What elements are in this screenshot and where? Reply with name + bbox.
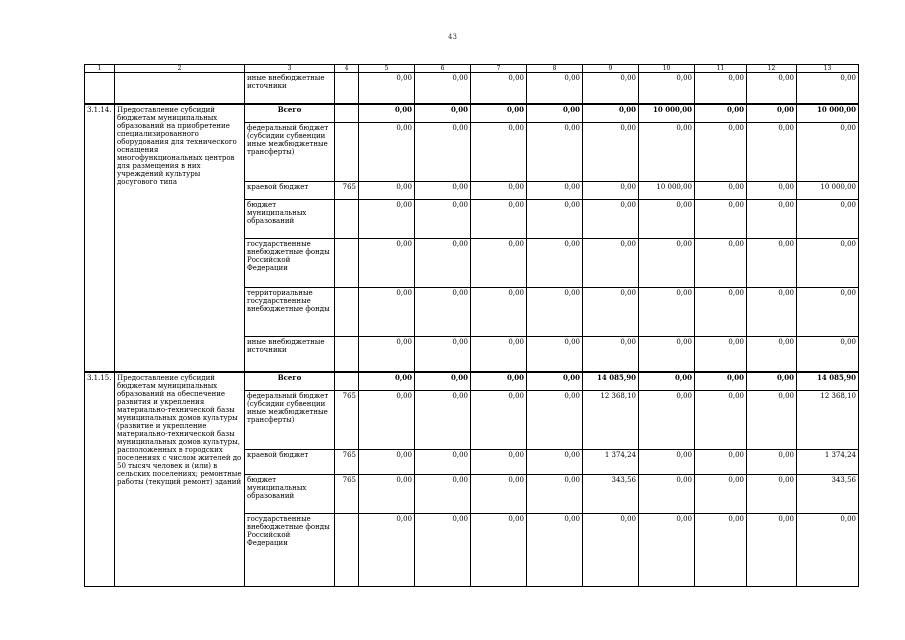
value-cell: 0,00 [639, 372, 695, 391]
value-cell: 0,00 [359, 450, 415, 475]
value-cell: 10 000,00 [639, 104, 695, 123]
column-number-cell: 2 [115, 65, 245, 73]
source-cell: бюджет муниципальных образований [245, 475, 335, 514]
value-cell: 0,00 [359, 337, 415, 373]
column-number-cell: 6 [415, 65, 471, 73]
code-cell: 765 [335, 450, 359, 475]
value-cell: 0,00 [415, 514, 471, 587]
column-number-row [85, 65, 859, 73]
value-cell: 0,00 [695, 200, 747, 239]
code-cell [335, 514, 359, 587]
value-cell: 0,00 [527, 391, 583, 450]
value-cell: 1 374,24 [583, 450, 639, 475]
value-cell: 0,00 [359, 104, 415, 123]
value-cell: 0,00 [639, 475, 695, 514]
table-row [85, 104, 859, 123]
value-cell: 14 085,90 [797, 372, 859, 391]
value-cell: 0,00 [747, 391, 797, 450]
value-cell: 0,00 [527, 450, 583, 475]
value-cell: 10 000,00 [797, 182, 859, 200]
column-number-cell: 7 [471, 65, 527, 73]
value-cell: 0,00 [415, 391, 471, 450]
value-cell: 0,00 [797, 200, 859, 239]
value-cell: 0,00 [527, 200, 583, 239]
column-number-cell: 10 [639, 65, 695, 73]
value-cell: 0,00 [695, 288, 747, 337]
value-cell: 0,00 [415, 288, 471, 337]
value-cell: 0,00 [471, 104, 527, 123]
column-number-cell: 9 [583, 65, 639, 73]
value-cell: 0,00 [415, 337, 471, 373]
value-cell: 0,00 [695, 123, 747, 182]
value-cell: 10 000,00 [797, 104, 859, 123]
value-cell: 0,00 [695, 391, 747, 450]
value-cell: 0,00 [415, 123, 471, 182]
code-cell: 765 [335, 182, 359, 200]
value-cell: 0,00 [747, 337, 797, 373]
value-cell: 0,00 [471, 200, 527, 239]
value-cell: 0,00 [695, 104, 747, 123]
value-cell: 0,00 [415, 450, 471, 475]
code-cell [335, 200, 359, 239]
value-cell: 0,00 [415, 372, 471, 391]
code-cell: 765 [335, 391, 359, 450]
value-cell: 0,00 [583, 104, 639, 123]
value-cell: 0,00 [639, 123, 695, 182]
value-cell: 0,00 [527, 123, 583, 182]
value-cell: 0,00 [695, 372, 747, 391]
page-number: 43 [448, 33, 457, 41]
value-cell: 0,00 [639, 514, 695, 587]
value-cell: 12 368,10 [797, 391, 859, 450]
value-cell: 0,00 [527, 104, 583, 123]
value-cell: 0,00 [359, 391, 415, 450]
source-cell: Всего [245, 104, 335, 123]
column-number-cell: 13 [797, 65, 859, 73]
item-description: Предоставление субсидий бюджетам муниципальных образований на приобретение специализированного оборудования для технического оснащения многофункциональных центров для размещения в них учреждений культуры досугового типа [115, 104, 245, 372]
source-cell: государственные внебюджетные фонды Российской Федерации [245, 239, 335, 288]
value-cell: 0,00 [747, 514, 797, 587]
value-cell: 0,00 [415, 200, 471, 239]
value-cell: 0,00 [695, 514, 747, 587]
code-cell [335, 239, 359, 288]
value-cell: 0,00 [747, 475, 797, 514]
column-number-cell: 4 [335, 65, 359, 73]
value-cell: 0,00 [797, 337, 859, 373]
value-cell: 0,00 [747, 104, 797, 123]
value-cell: 0,00 [471, 182, 527, 200]
code-cell [335, 372, 359, 391]
source-cell: краевой бюджет [245, 182, 335, 200]
item-index: 3.1.14. [85, 104, 115, 372]
source-cell: краевой бюджет [245, 450, 335, 475]
value-cell: 0,00 [527, 239, 583, 288]
value-cell: 0,00 [471, 239, 527, 288]
value-cell: 0,00 [527, 73, 583, 105]
column-number-cell: 1 [85, 65, 115, 73]
value-cell: 14 085,90 [583, 372, 639, 391]
code-cell [335, 73, 359, 105]
value-cell: 0,00 [747, 182, 797, 200]
value-cell: 0,00 [359, 514, 415, 587]
value-cell: 0,00 [471, 337, 527, 373]
value-cell: 0,00 [583, 288, 639, 337]
value-cell: 0,00 [639, 288, 695, 337]
code-cell: 765 [335, 475, 359, 514]
table-row [85, 372, 859, 391]
value-cell: 0,00 [639, 391, 695, 450]
item-index: 3.1.15. [85, 372, 115, 587]
value-cell: 0,00 [471, 123, 527, 182]
code-cell [335, 123, 359, 182]
column-number-cell: 3 [245, 65, 335, 73]
value-cell: 0,00 [747, 200, 797, 239]
value-cell: 0,00 [527, 514, 583, 587]
value-cell: 0,00 [583, 200, 639, 239]
value-cell: 0,00 [415, 239, 471, 288]
value-cell: 0,00 [583, 73, 639, 105]
column-number-cell: 8 [527, 65, 583, 73]
value-cell: 0,00 [527, 475, 583, 514]
value-cell: 0,00 [747, 450, 797, 475]
value-cell: 0,00 [359, 372, 415, 391]
value-cell: 343,56 [583, 475, 639, 514]
description-cell [115, 73, 245, 105]
value-cell: 0,00 [527, 337, 583, 373]
source-cell: иные внебюджетные источники [245, 73, 335, 105]
value-cell: 0,00 [359, 123, 415, 182]
value-cell: 0,00 [359, 239, 415, 288]
value-cell: 0,00 [639, 73, 695, 105]
column-number-cell: 11 [695, 65, 747, 73]
value-cell: 0,00 [639, 450, 695, 475]
value-cell: 12 368,10 [583, 391, 639, 450]
value-cell: 0,00 [695, 450, 747, 475]
value-cell: 0,00 [583, 239, 639, 288]
source-cell: территориальные государственные внебюджетные фонды [245, 288, 335, 337]
value-cell: 0,00 [527, 372, 583, 391]
value-cell: 0,00 [527, 288, 583, 337]
source-cell: иные внебюджетные источники [245, 337, 335, 373]
value-cell: 10 000,00 [639, 182, 695, 200]
value-cell: 0,00 [359, 475, 415, 514]
table-row [85, 73, 859, 105]
value-cell: 0,00 [471, 475, 527, 514]
value-cell: 0,00 [471, 514, 527, 587]
value-cell: 0,00 [359, 73, 415, 105]
value-cell: 0,00 [797, 288, 859, 337]
value-cell: 0,00 [359, 182, 415, 200]
budget-table [84, 64, 859, 587]
value-cell: 0,00 [583, 514, 639, 587]
value-cell: 0,00 [415, 73, 471, 105]
value-cell: 0,00 [471, 450, 527, 475]
index-cell [85, 73, 115, 105]
value-cell: 0,00 [797, 73, 859, 105]
value-cell: 0,00 [471, 288, 527, 337]
item-description: Предоставление субсидий бюджетам муниципальных образований на обеспечение развития и укрепления материально-технической базы муниципальных домов культуры (развитие и укрепление материально-технической базы муниципальных домов культуры, расположенных в городских поселениях с числом жителей до 50 тысяч человек и (или) в сельских поселениях; ремонтные работы (текущий ремонт) зданий [115, 372, 245, 587]
value-cell: 0,00 [471, 73, 527, 105]
column-number-cell: 5 [359, 65, 415, 73]
source-cell: государственные внебюджетные фонды Российской Федерации [245, 514, 335, 587]
value-cell: 0,00 [359, 288, 415, 337]
value-cell: 0,00 [583, 337, 639, 373]
source-cell: Всего [245, 372, 335, 391]
value-cell: 0,00 [747, 372, 797, 391]
code-cell [335, 337, 359, 373]
value-cell: 0,00 [415, 104, 471, 123]
value-cell: 343,56 [797, 475, 859, 514]
value-cell: 0,00 [747, 73, 797, 105]
value-cell: 0,00 [471, 391, 527, 450]
value-cell: 0,00 [359, 200, 415, 239]
code-cell [335, 104, 359, 123]
value-cell: 0,00 [527, 182, 583, 200]
value-cell: 0,00 [639, 239, 695, 288]
value-cell: 0,00 [471, 372, 527, 391]
value-cell: 0,00 [695, 73, 747, 105]
value-cell: 0,00 [695, 475, 747, 514]
code-cell [335, 288, 359, 337]
column-number-cell: 12 [747, 65, 797, 73]
value-cell: 0,00 [797, 239, 859, 288]
value-cell: 0,00 [695, 182, 747, 200]
value-cell: 0,00 [747, 123, 797, 182]
value-cell: 0,00 [583, 182, 639, 200]
value-cell: 0,00 [583, 123, 639, 182]
value-cell: 0,00 [747, 239, 797, 288]
source-cell: федеральный бюджет (субсидии субвенции иные межбюджетные трансферты) [245, 391, 335, 450]
value-cell: 0,00 [747, 288, 797, 337]
value-cell: 0,00 [797, 514, 859, 587]
value-cell: 0,00 [415, 475, 471, 514]
value-cell: 0,00 [695, 239, 747, 288]
source-cell: федеральный бюджет (субсидии субвенции иные межбюджетные трансферты) [245, 123, 335, 182]
value-cell: 0,00 [797, 123, 859, 182]
value-cell: 0,00 [639, 337, 695, 373]
value-cell: 1 374,24 [797, 450, 859, 475]
value-cell: 0,00 [695, 337, 747, 373]
value-cell: 0,00 [415, 182, 471, 200]
value-cell: 0,00 [639, 200, 695, 239]
source-cell: бюджет муниципальных образований [245, 200, 335, 239]
